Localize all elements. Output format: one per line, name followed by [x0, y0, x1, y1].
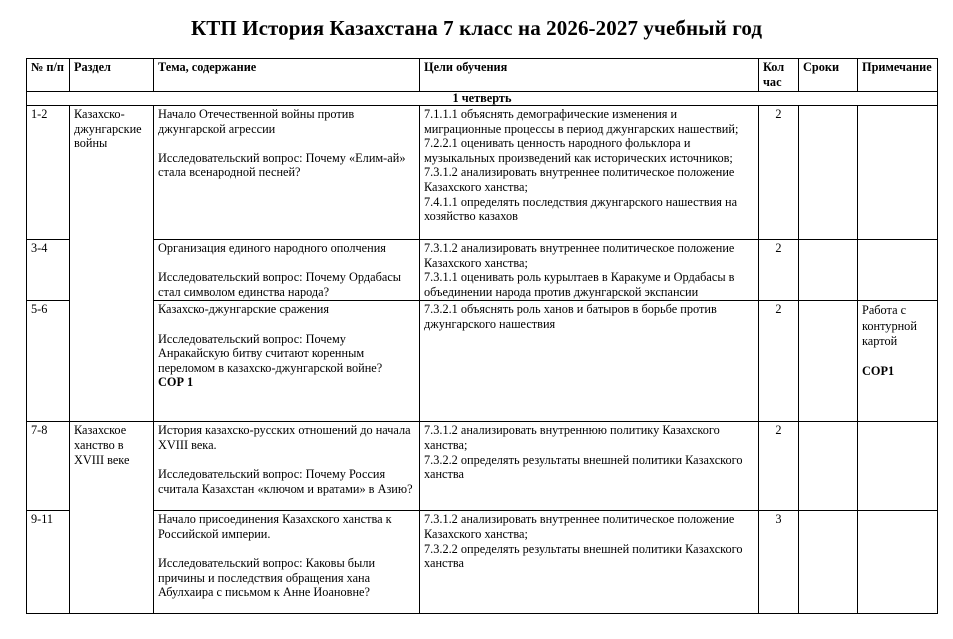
header-num: № п/п: [27, 59, 70, 92]
row-dates: [799, 301, 858, 422]
goal-item: 7.3.2.1 объяснять роль ханов и батыров в борьбе против джунгарского нашествия: [424, 302, 717, 331]
row-notes: [858, 511, 938, 614]
row-topic-cell: [154, 422, 420, 511]
note-text: Работа с контурной картой: [862, 303, 917, 349]
table-row: [27, 511, 938, 614]
row-dates: [799, 240, 858, 301]
goal-item: 7.1.1.1 объяснять демографические изменения и миграционные процессы в период джунгарских нашествий;: [424, 107, 739, 136]
row-num: 7-8: [27, 422, 70, 511]
table-row: [27, 240, 938, 301]
row-notes: [858, 240, 938, 301]
goal-item: 7.3.1.2 анализировать внутреннее политическое положение Казахского ханства;: [424, 241, 735, 270]
header-hours: Кол час: [759, 59, 799, 92]
row-section: Казахское ханство в XVIII веке: [70, 422, 154, 614]
row-notes: [858, 301, 938, 422]
row-notes: [858, 106, 938, 240]
row-notes: [858, 422, 938, 511]
header-row: [27, 59, 938, 92]
topic-text: Организация единого народного ополчения: [158, 241, 386, 255]
goal-item: 7.3.1.2 анализировать внутреннее политическое положение Казахского ханства;: [424, 512, 735, 541]
header-notes: Примечание: [858, 59, 938, 92]
research-question: Исследовательский вопрос: Почему «Елим-ай» стала всенародной песней?: [158, 150, 406, 180]
topic-text: Начало Отечественной войны против джунгарской агрессии: [158, 107, 355, 136]
table-row: [27, 301, 938, 422]
quarter-label: 1 четверть: [27, 92, 938, 106]
row-hours: 3: [759, 511, 799, 614]
header-goals: Цели обучения: [420, 59, 759, 92]
plan-table: [26, 58, 938, 614]
research-question: Исследовательский вопрос: Почему Россия считала Казахстан «ключом и вратами» в Азию?: [158, 467, 413, 496]
row-goals-cell: [420, 422, 759, 511]
header-section: Раздел: [70, 59, 154, 92]
research-question: Исследовательский вопрос: Почему Ордабасы стал символом единства народа?: [158, 270, 402, 299]
row-goals-cell: [420, 301, 759, 422]
goal-item: 7.3.1.2 анализировать внутреннюю политику Казахского ханства;: [424, 423, 720, 452]
table-row: [27, 106, 938, 240]
quarter-row: [27, 92, 938, 106]
header-dates: Сроки: [799, 59, 858, 92]
goal-item: 7.3.1.2 анализировать внутреннее политическое положение Казахского ханства;: [424, 165, 735, 194]
row-hours: 2: [759, 106, 799, 240]
research-question: Исследовательский вопрос: Каковы были причины и последствия обращения хана Абулхаира с письмом к Анне Иоановне?: [158, 556, 376, 600]
row-dates: [799, 511, 858, 614]
row-topic-cell: [154, 301, 420, 422]
row-section: Казахско-джунгарские войны: [70, 106, 154, 422]
topic-text: Казахско-джунгарские сражения: [158, 302, 330, 317]
note-assessment: СОР1: [862, 364, 895, 379]
row-topic-cell: [154, 511, 420, 614]
goal-item: 7.3.2.2 определять результаты внешней политики Казахского ханства: [424, 541, 743, 571]
row-topic-cell: [154, 240, 420, 301]
topic-text: История казахско-русских отношений до начала XVIII века.: [158, 423, 411, 452]
row-num: 9-11: [27, 511, 70, 614]
assessment-label: СОР 1: [158, 375, 194, 390]
row-goals-cell: [420, 106, 759, 240]
row-dates: [799, 422, 858, 511]
document-title: КТП История Казахстана 7 класс на 2026-2027 учебный год: [190, 16, 763, 40]
row-num: 1-2: [27, 106, 70, 240]
row-goals-cell: [420, 511, 759, 614]
row-num: 5-6: [27, 301, 70, 422]
goal-item: 7.3.2.2 определять результаты внешней политики Казахского ханства: [424, 452, 743, 482]
goal-item: 7.4.1.1 определять последствия джунгарского нашествия на хозяйство казахов: [424, 194, 738, 224]
goal-item: 7.3.1.1 оценивать роль курылтаев в Каракуме и Ордабасы в объединении народа против джунгарской экспансии: [424, 270, 735, 299]
row-hours: 2: [759, 240, 799, 301]
row-hours: 2: [759, 301, 799, 422]
row-topic-cell: [154, 106, 420, 240]
table-row: [27, 422, 938, 511]
topic-text: Начало присоединения Казахского ханства к Российской империи.: [158, 512, 392, 541]
row-num: 3-4: [27, 240, 70, 301]
research-question: Исследовательский вопрос: Почему Анракайскую битву считают коренным переломом в казахско-джунгарской войне?: [158, 331, 383, 375]
goal-item: 7.2.2.1 оценивать ценность народного фольклора и музыкальных произведений как исторических источников;: [424, 136, 733, 165]
row-hours: 2: [759, 422, 799, 511]
header-topic: Тема, содержание: [154, 59, 420, 92]
row-dates: [799, 106, 858, 240]
row-goals-cell: [420, 240, 759, 301]
